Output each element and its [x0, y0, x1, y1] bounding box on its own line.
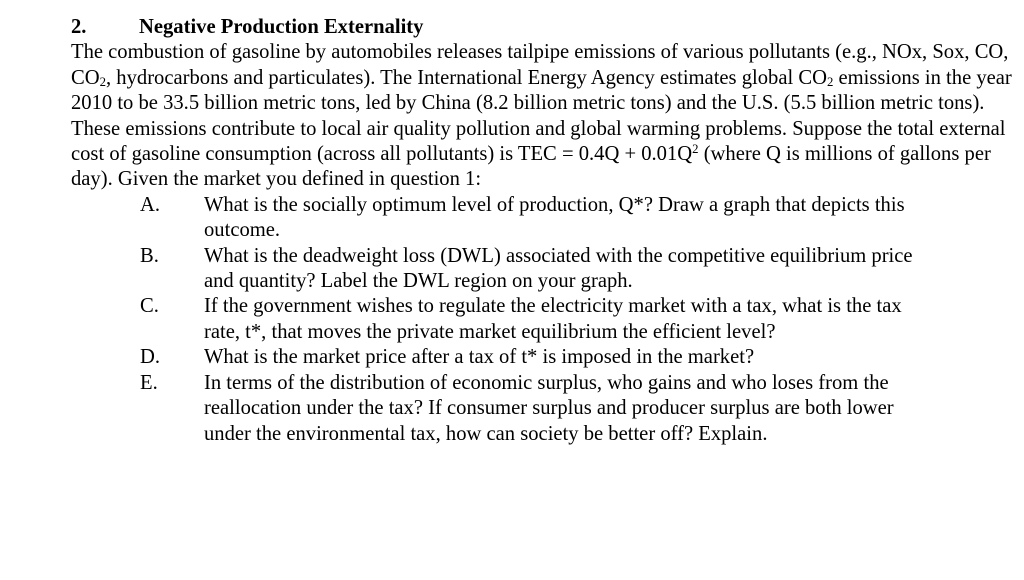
intro-text-3: emissions in the year 2010 to be 33.5 billion metric tons, led by China (8.2 billion metric tons) and the U.S. (5.5 billion metric tons). These emissions contribute to local air quality pollution and global warming problems. Suppose the total external cost of gasoline consumption (across all pollutants) is TEC = 0.4Q + 0.01Q [71, 66, 1012, 166]
list-item [71, 345, 1016, 370]
intro-text-1: The combustion of gasoline by automobiles releases tailpipe emissions of various pollutants (e.g., NOx, Sox, CO, CO [71, 41, 1009, 89]
document-body [71, 15, 1016, 447]
sub-question-list [71, 193, 1016, 447]
list-item [71, 193, 1016, 244]
co2-subscript-1: 2 [99, 74, 106, 89]
item-text: What is the deadweight loss (DWL) associated with the competitive equilibrium price and quantity? Label the DWL region on your graph. [204, 244, 913, 293]
list-item [71, 371, 1016, 447]
co2-subscript-2: 2 [826, 74, 834, 89]
list-item [71, 244, 1016, 295]
item-text: What is the socially optimum level of production, Q*? Draw a graph that depicts this outcome. [204, 193, 905, 242]
item-letter: A. [140, 193, 161, 216]
intro-paragraph [71, 40, 1016, 192]
intro-text-2: , hydrocarbons and particulates). The International Energy Agency estimates global CO [106, 66, 827, 89]
item-text: What is the market price after a tax of t* is imposed in the market? [204, 346, 755, 369]
question-number: 2. [71, 16, 87, 38]
item-letter: C. [140, 295, 159, 318]
item-text: If the government wishes to regulate the electricity market with a tax, what is the tax rate, t*, that moves the private market equilibrium the efficient level? [204, 295, 902, 343]
item-text: In terms of the distribution of economic surplus, who gains and who loses from the reallocation under the tax? If consumer surplus and producer surplus are both lower under the environmental tax, how can society be better off? Explain. [204, 371, 894, 445]
list-item [71, 294, 1016, 345]
item-letter: D. [140, 346, 161, 369]
question-title: Negative Production Externality [139, 16, 424, 38]
question-heading [71, 15, 1016, 40]
item-letter: B. [140, 244, 159, 267]
squared-superscript: 2 [692, 142, 699, 157]
item-letter: E. [140, 371, 158, 394]
intro-text-4: (where Q is millions of gallons per day). Given the market you defined in question 1: [71, 143, 991, 191]
